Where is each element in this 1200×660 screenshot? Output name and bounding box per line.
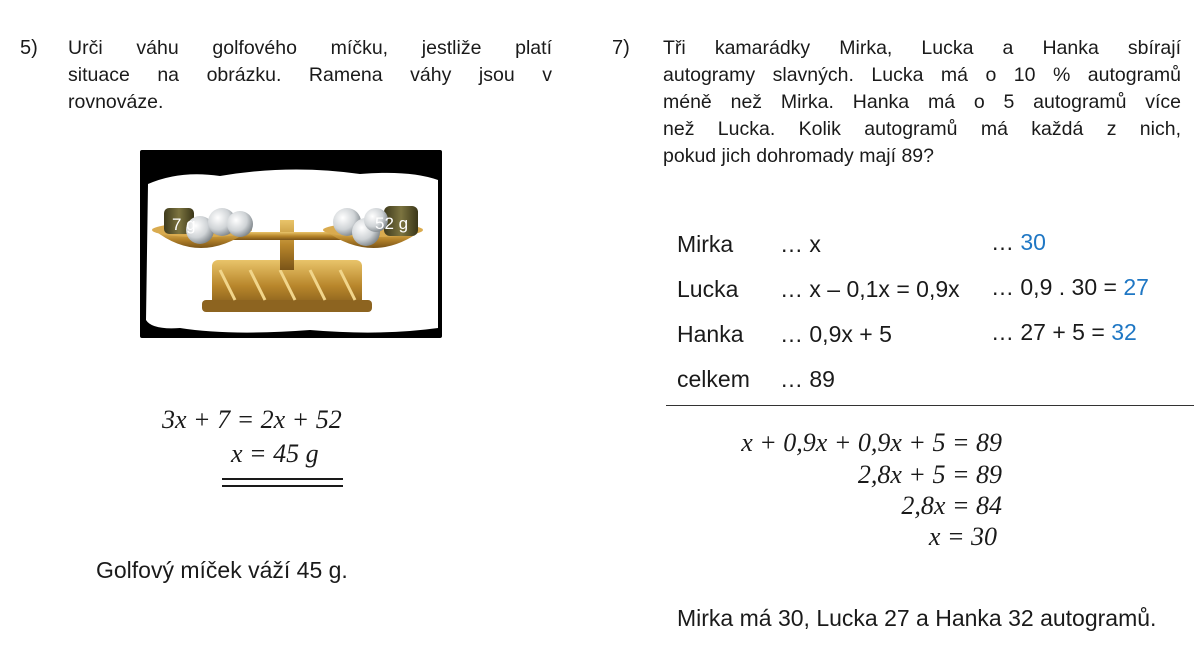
problem-5-number: 5) <box>20 37 38 59</box>
problem-5-equation-2: x = 45 g <box>231 439 319 468</box>
row-hanka-expr: … 0,9x + 5 <box>780 321 892 347</box>
row-mirka-expr: … x <box>780 231 821 257</box>
double-underline-top <box>222 478 343 480</box>
row-lucka-calc <box>991 274 1149 301</box>
problem-7-equation-1: x + 0,9x + 0,9x + 5 = 89 <box>741 428 1002 457</box>
double-underline-bottom <box>222 485 343 487</box>
balance-scale-icon <box>140 150 442 338</box>
problem-7-line-2: autogramy slavných. Lucka má o 10 % autogramů <box>663 64 1181 86</box>
problem-7-equation-3: 2,8x = 84 <box>901 491 1002 520</box>
right-weight-label: 52 g <box>375 214 409 233</box>
problem-7-equation-2: 2,8x + 5 = 89 <box>857 460 1002 489</box>
row-mirka-result: 30 <box>1020 229 1046 255</box>
row-lucka-result: 27 <box>1123 274 1149 300</box>
left-weight-label: 7 g <box>172 215 196 234</box>
problem-7-equation-4: x = 30 <box>928 522 997 551</box>
row-celkem-name: celkem <box>677 366 750 392</box>
row-hanka-calc <box>991 319 1137 346</box>
problem-7-text <box>663 35 1181 170</box>
problem-5-line-3: rovnováze. <box>68 91 164 113</box>
problem-5-line-2: situace na obrázku. Ramena váhy jsou v <box>68 64 552 86</box>
row-mirka-calc <box>991 229 1046 256</box>
problem-7-line-3: méně než Mirka. Hanka má o 5 autogramů více <box>663 91 1181 113</box>
table-divider <box>666 405 1194 406</box>
problem-7-line-1: Tři kamarádky Mirka, Lucka a Hanka sbírají <box>663 37 1181 59</box>
problem-5-line-1: Urči váhu golfového míčku, jestliže platí <box>68 37 552 59</box>
problem-7-answer: Mirka má 30, Lucka 27 a Hanka 32 autogramů. <box>677 605 1157 631</box>
problem-5-answer: Golfový míček váží 45 g. <box>96 557 348 583</box>
problem-5-text <box>68 35 552 116</box>
balance-scale-image <box>140 150 442 338</box>
row-hanka-calc-text: … 27 + 5 = <box>991 319 1112 345</box>
problem-7-line-5: pokud jich dohromady mají 89? <box>663 145 934 167</box>
row-hanka-name: Hanka <box>677 321 744 347</box>
row-lucka-calc-text: … 0,9 . 30 = <box>991 274 1124 300</box>
row-celkem-expr: … 89 <box>780 366 835 392</box>
row-lucka-name: Lucka <box>677 276 739 302</box>
row-mirka-name: Mirka <box>677 231 734 257</box>
row-lucka-expr: … x – 0,1x = 0,9x <box>780 276 960 302</box>
row-hanka-result: 32 <box>1111 319 1137 345</box>
row-mirka-calc-text: … <box>991 229 1021 255</box>
problem-5-equation-1: 3x + 7 = 2x + 52 <box>162 405 342 434</box>
problem-7-line-4: než Lucka. Kolik autogramů má každá z nich, <box>663 118 1181 140</box>
problem-7-number: 7) <box>612 37 630 59</box>
